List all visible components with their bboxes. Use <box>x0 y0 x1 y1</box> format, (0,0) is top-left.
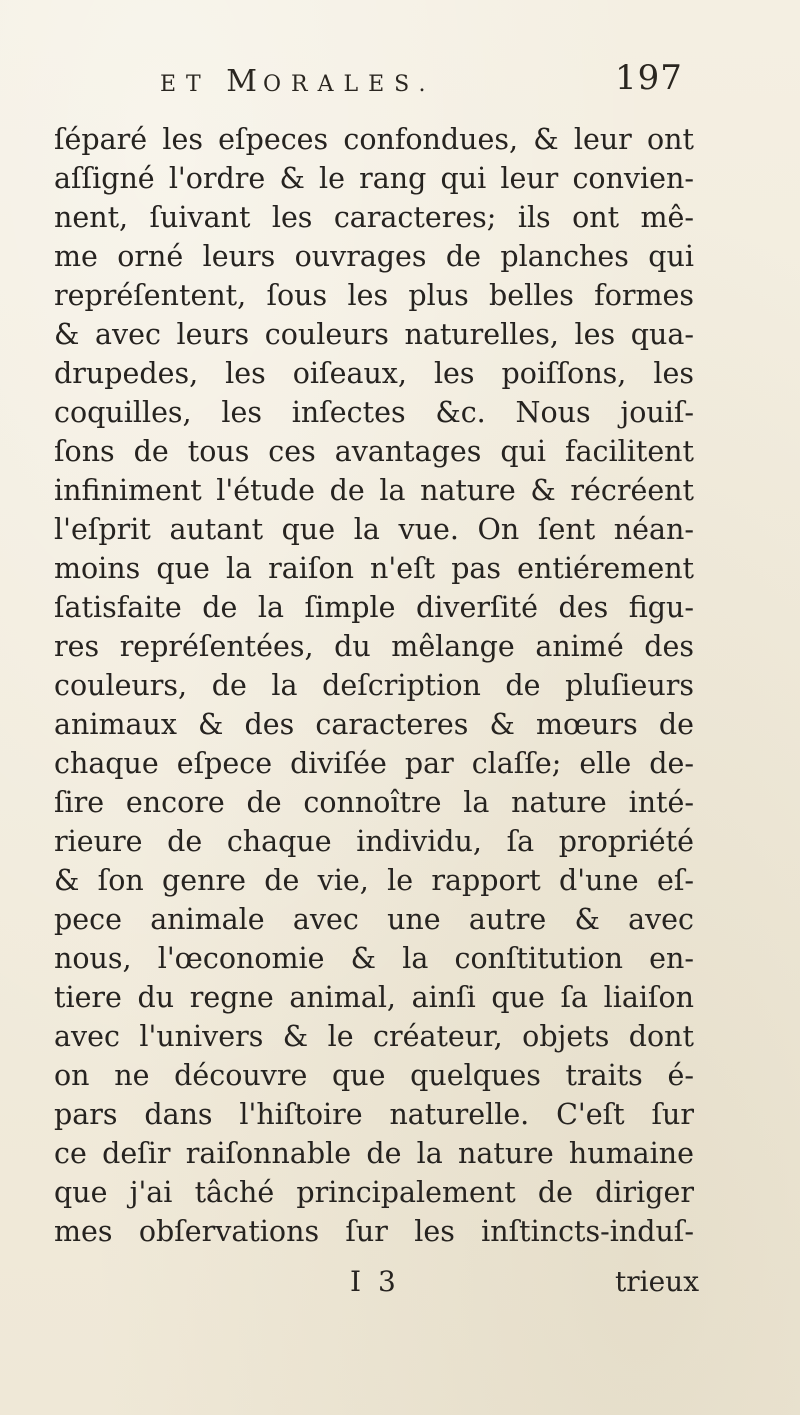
text-line: moins que la raiſon n'eſt pas entiérement <box>54 552 694 585</box>
catchword: trieux <box>615 1265 699 1298</box>
text-line: tiere du regne animal, ainſi que ſa liaiſon <box>54 981 694 1014</box>
signature-mark: I 3 <box>350 1265 400 1298</box>
text-line: me orné leurs ouvrages de planches qui <box>54 240 694 273</box>
text-line: drupedes, les oiſeaux, les poiſſons, les <box>54 357 694 390</box>
text-line: ſire encore de connoître la nature inté- <box>54 786 694 819</box>
text-line: ſéparé les eſpeces confondues, & leur ont <box>54 123 694 156</box>
text-line: ſons de tous ces avantages qui facilitent <box>54 435 694 468</box>
text-line: infiniment l'étude de la nature & récréent <box>54 474 694 507</box>
page-footer <box>0 1265 800 1305</box>
text-line: nent, ſuivant les caracteres; ils ont mê- <box>54 201 694 234</box>
text-line: coquilles, les inſectes &c. Nous jouiſ- <box>54 396 694 429</box>
text-line: & avec leurs couleurs naturelles, les qua- <box>54 318 694 351</box>
running-head-rest: ORALES. <box>263 72 436 97</box>
text-line: on ne découvre que quelques traits é- <box>54 1059 694 1092</box>
text-line: pars dans l'hiſtoire naturelle. C'eſt ſur <box>54 1098 694 1131</box>
text-line: ſatisfaite de la ſimple diverſité des figu- <box>54 591 694 624</box>
running-head-initial: M <box>226 64 263 99</box>
text-line: repréſentent, ſous les plus belles formes <box>54 279 694 312</box>
page-number: 197 <box>615 58 683 98</box>
running-head <box>160 64 435 99</box>
text-line: res repréſentées, du mêlange animé des <box>54 630 694 663</box>
text-line: nous, l'œconomie & la conſtitution en- <box>54 942 694 975</box>
text-line: ce deſir raiſonnable de la nature humaine <box>54 1137 694 1170</box>
running-head-prefix: ET <box>160 72 211 97</box>
text-line: & ſon genre de vie, le rapport d'une eſ- <box>54 864 694 897</box>
text-line: couleurs, de la deſcription de pluſieurs <box>54 669 694 702</box>
text-line: chaque eſpece diviſée par claſſe; elle de- <box>54 747 694 780</box>
text-line: rieure de chaque individu, ſa propriété <box>54 825 694 858</box>
text-line: mes obſervations ſur les inſtincts-induſ- <box>54 1215 694 1248</box>
text-line: animaux & des caracteres & mœurs de <box>54 708 694 741</box>
text-line: avec l'univers & le créateur, objets dont <box>54 1020 694 1053</box>
body-text <box>54 120 694 1251</box>
text-line: l'eſprit autant que la vue. On ſent néan- <box>54 513 694 546</box>
text-line: pece animale avec une autre & avec <box>54 903 694 936</box>
text-line: aſſigné l'ordre & le rang qui leur convien- <box>54 162 694 195</box>
text-line: que j'ai tâché principalement de diriger <box>54 1176 694 1209</box>
